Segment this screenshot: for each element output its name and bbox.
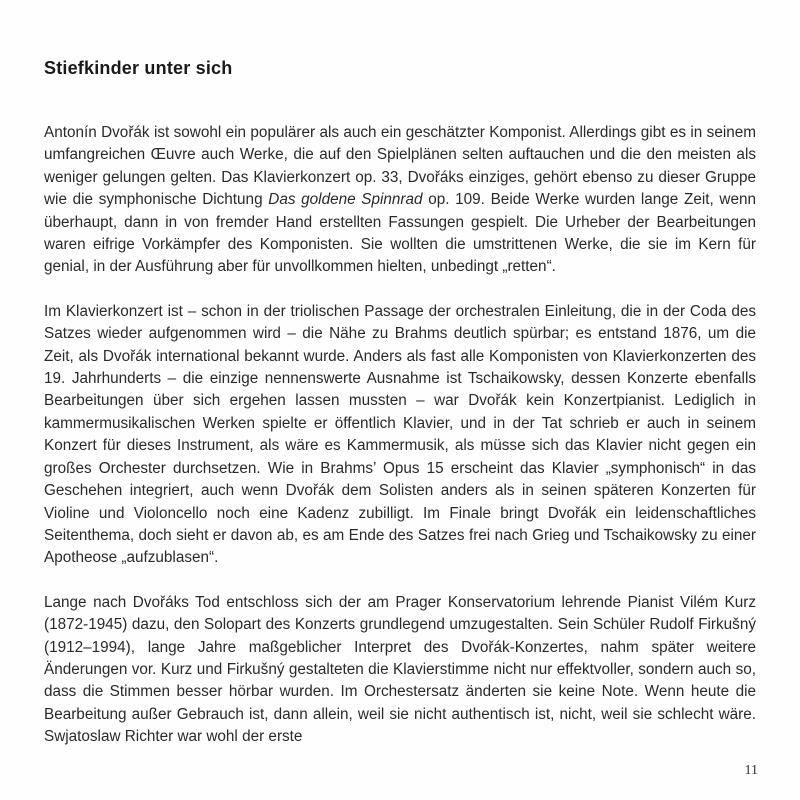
- paragraph-3: [44, 592, 756, 749]
- body-text: [44, 122, 756, 771]
- paragraph-1: [44, 122, 756, 279]
- paragraph-1-text-a: Antonín Dvořák ist sowohl ein populärer als auch ein geschätzter Komponist. Allerdings gibt es in seinem umfangreichen Œuvre auch Werke, die auf den Spielplänen selten auftauchen und die den meisten als weniger gelungen gelten. Das Klavierkonzert op. 33, Dvořáks einziges, gehört ebenso zu dieser Gruppe wie die symphonische Dichtung: [44, 124, 756, 209]
- paragraph-2-text: Im Klavierkonzert ist – schon in der triolischen Passage der orchestralen Einleitung, die in der Coda des Satzes wieder aufgenommen wird – die Nähe zu Brahms deutlich spürbar; es entstand 1876, um die Zeit, als Dvořák international bekannt wurde. Anders als fast alle Komponisten von Klavierkonzerten des 19. Jahrhunderts – die einzige nennenswerte Ausnahme ist Tschaikowsky, dessen Konzerte ebenfalls Bearbeitungen über sich ergehen lassen mussten – war Dvořák kein Konzertpianist. Lediglich in kammermusikalischen Werken spielte er öffentlich Klavier, und in der Tat schrieb er auch in seinem Konzert für dieses Instrument, als wäre es Kammermusik, als müsse sich das Klavier nicht gegen ein großes Orchester durchsetzen. Wie in Brahms’ Opus 15 erscheint das Klavier „symphonisch“ in das Geschehen integriert, auch wenn Dvořák dem Solisten anders als in seinen späteren Konzerten für Violine und Violoncello noch eine Kadenz zubilligt. Im Finale bringt Dvořák ein leidenschaftliches Seitenthema, doch sieht er davon ab, es am Ende des Satzes frei nach Grieg und Tschaikowsky zu einer Apotheose „aufzublasen“.: [44, 302, 756, 567]
- paragraph-2: [44, 301, 756, 570]
- paragraph-1-text-b: op. 109. Beide Werke wurden lange Zeit, wenn überhaupt, dann in von fremder Hand erstellten Fassungen gespielt. Die Urheber der Bearbeitungen waren eifrige Vorkämpfer des Komponisten. Sie wollten die umstrittenen Werke, die sie im Kern für genial, in der Ausführung aber für unvollkommen hielten, unbedingt „retten“.: [44, 191, 756, 276]
- paragraph-3-text: Lange nach Dvořáks Tod entschloss sich der am Prager Konservatorium lehrende Pianist Vilém Kurz (1872-1945) dazu, den Solopart des Konzerts grundlegend umzugestalten. Sein Schüler Rudolf Firkušný (1912–1994), lange Jahre maßgeblicher Interpret des Dvořák-Konzertes, nahm später weitere Änderungen vor. Kurz und Firkušný gestalteten die Klavierstimme nicht nur effektvoller, sondern auch so, dass die Stimmen besser hörbar wurden. Im Orchestersatz änderten sie keine Note. Wenn heute die Bearbeitung außer Gebrauch ist, dann allein, weil sie nicht authentisch ist, nicht, weil sie schlecht wäre. Swjatoslaw Richter war wohl der erste: [44, 593, 756, 746]
- page-number: 11: [744, 763, 758, 778]
- work-title-spinnrad: Das goldene Spinnrad: [268, 191, 423, 209]
- section-heading: Stiefkinder unter sich: [44, 58, 233, 78]
